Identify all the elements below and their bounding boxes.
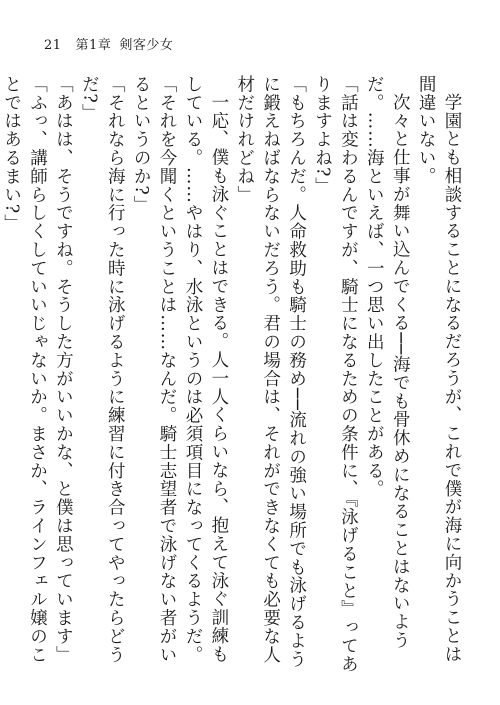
paragraph: 学園とも相談することになるだろうが、これで僕が海に向かうことは間違いない。 bbox=[416, 75, 462, 663]
paragraph: 「ふっ、講師らしくしていいじゃないか。まさか、ラインフェル嬢のことではあるまい?」 bbox=[1, 75, 48, 664]
paragraph: 「話は変わるんですが、騎士になるための条件に、『泳げること』ってありますよね?」 bbox=[312, 75, 359, 674]
paragraph: 「もちろんだ。人命救助も騎士の務め──流れの強い場所でも泳げるように鍛えねばならないだろう。君の場合は、それができなくても必要な人材だけれどね」 bbox=[234, 75, 307, 669]
chapter-number: 第1章 bbox=[75, 38, 112, 53]
chapter-title: 剣客少女 bbox=[119, 38, 174, 53]
body-text bbox=[1, 75, 464, 675]
paragraph: 次々と仕事が舞い込んでくる──海でも骨休めになることはないようだ。……海といえば、一つ思い出したことがある。 bbox=[364, 75, 411, 649]
paragraph: 一応、僕も泳ぐことはできる。人一人くらいなら、抱えて泳ぐ訓練もしている。……やはり、水泳というのは必須項目になってくるようだ。 bbox=[182, 75, 229, 664]
page-number: 21 bbox=[44, 38, 62, 53]
paragraph: 「あはは、そうですね。そうした方がいいかな、と僕は思っています」 bbox=[53, 75, 74, 664]
paragraph: 「それなら海に行った時に泳げるように練習に付き合ってやったらどうだ?」 bbox=[79, 75, 126, 664]
paragraph: 「それを今聞くということは……なんだ。騎士志望者で泳げない者がいるというのか?」 bbox=[131, 75, 178, 664]
running-header bbox=[44, 34, 173, 53]
